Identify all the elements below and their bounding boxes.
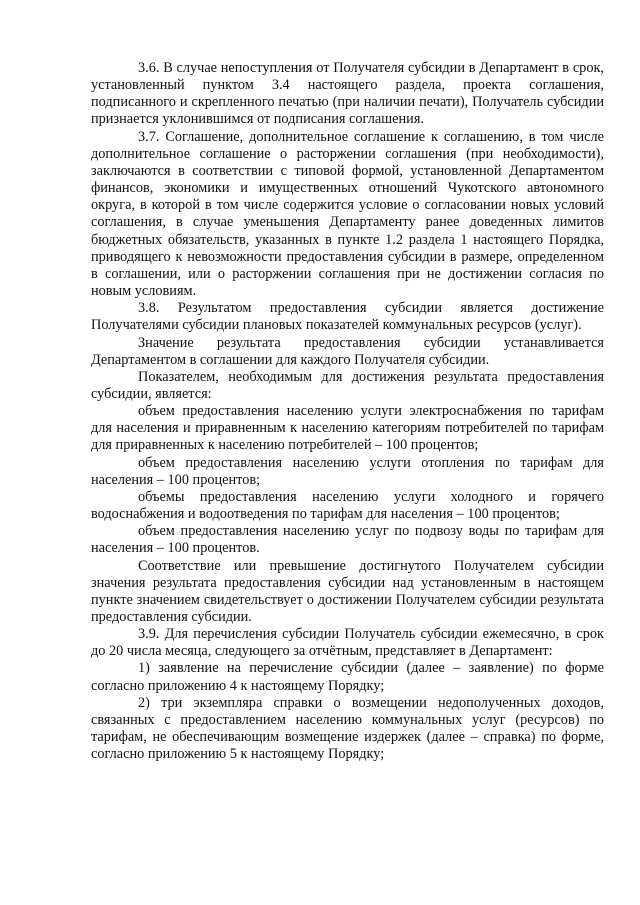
paragraph-3-9: 3.9. Для перечисления субсидии Получатель субсидии ежемесячно, в срок до 20 числа месяца, следующего за отчётным, представляет в Департамент: <box>91 626 604 660</box>
document-page <box>91 60 604 763</box>
paragraph-heating: объем предоставления населению услуги отопления по тарифам для населения – 100 процентов; <box>91 454 604 488</box>
paragraph-3-7: 3.7. Соглашение, дополнительное соглашение к соглашению, в том числе дополнительное соглашение о расторжении соглашения (при необходимости), заключаются в соответствии с типовой формой, установленной Департаментом финансов, экономики и имущественных отношений Чукотского автономного округа, в которой в том числе содержится условие о согласовании новых условий соглашения, в случае уменьшения Департаменту ранее доведенных лимитов бюджетных обязательств, указанных в пункте 1.2 раздела 1 настоящего Порядка, приводящего к невозможности предоставления субсидии в размере, определенном в соглашении, или о расторжении соглашения при не достижении согласия по новым условиям. <box>91 128 604 300</box>
paragraph-compliance: Соответствие или превышение достигнутого Получателем субсидии значения результата предоставления субсидии над установленным в настоящем пункте значением свидетельствует о достижении Получателем субсидии результата предоставления субсидии. <box>91 557 604 625</box>
list-item-2: 2) три экземпляра справки о возмещении недополученных доходов, связанных с предоставлением населению коммунальных услуг (ресурсов) по тарифам, не обеспечивающим возмещение издержек (далее – справка) по форме, согласно приложению 5 к настоящему Порядку; <box>91 694 604 763</box>
paragraph-result-value: Значение результата предоставления субсидии устанавливается Департаментом в соглашении для каждого Получателя субсидии. <box>91 334 604 368</box>
paragraph-indicator-intro: Показателем, необходимым для достижения результата предоставления субсидии, является: <box>91 368 604 402</box>
paragraph-electricity: объем предоставления населению услуги электроснабжения по тарифам для населения и приравненным к населению категориям потребителей по тарифам для приравненных к населению потребителей – 100 процентов; <box>91 403 604 454</box>
paragraph-3-8: 3.8. Результатом предоставления субсидии является достижение Получателями субсидии плановых показателей коммунальных ресурсов (услуг). <box>91 300 604 334</box>
paragraph-water-supply: объемы предоставления населению услуги холодного и горячего водоснабжения и водоотведения по тарифам для населения – 100 процентов; <box>91 488 604 523</box>
paragraph-water-delivery: объем предоставления населению услуг по подвозу воды по тарифам для населения – 100 процентов. <box>91 523 604 557</box>
list-item-1: 1) заявление на перечисление субсидии (далее – заявление) по форме согласно приложению 4 к настоящему Порядку; <box>91 660 604 694</box>
paragraph-3-6: 3.6. В случае непоступления от Получателя субсидии в Департамент в срок, установленный пунктом 3.4 настоящего раздела, проекта соглашения, подписанного и скрепленного печатью (при наличии печати), Получатель субсидии признается уклонившимся от подписания соглашения. <box>91 60 604 128</box>
